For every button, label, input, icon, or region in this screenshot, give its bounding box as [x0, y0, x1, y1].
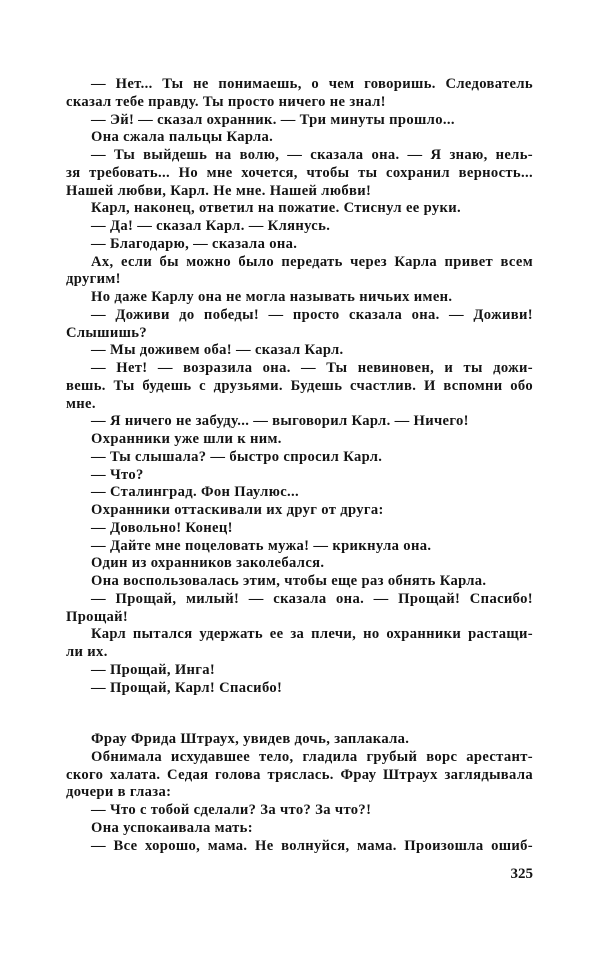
text-line: — Нет... Ты не понимаешь, о чем говоришь. Следователь — [91, 76, 533, 92]
text-section-2 — [66, 731, 533, 855]
text-line: — Прощай, Карл! Спасибо! — [91, 679, 283, 696]
text-line: — Что с тобой сделали? За что? За что?! — [91, 802, 372, 818]
text-line: сказал тебе правду. Ты просто ничего не знал! — [66, 93, 386, 110]
page-number: 325 — [510, 866, 533, 882]
text-line: Обнимала исхудавшее тело, гладила грубый ворс арестант- — [91, 748, 533, 765]
text-line: — Я ничего не забуду... — выговорил Карл. — Ничего! — [91, 413, 469, 430]
text-line: Карл пытался удержать ее за плечи, но охранники растащи- — [91, 626, 533, 643]
text-line: Охранники уже шли к ним. — [91, 431, 282, 447]
text-line: Она успокаивала мать: — [91, 819, 253, 836]
text-line: Она воспользовалась этим, чтобы еще раз обнять Карла. — [91, 573, 487, 589]
text-line: зя требовать... Но мне хочется, чтобы ты сохранил верность... — [66, 164, 533, 181]
text-line: Один из охранников заколебался. — [91, 555, 325, 572]
text-line: — Довольно! Конец! — [91, 519, 233, 536]
text-line: — Нет! — возразила она. — Ты невиновен, и ты дожи- — [91, 360, 533, 376]
text-line: Слышишь? — [66, 324, 147, 341]
text-line: Ах, если бы можно было передать через Карла привет всем — [91, 253, 533, 270]
text-line: — Ты выйдешь на волю, — сказала она. — Я знаю, нель- — [91, 147, 533, 163]
text-line: — Да! — сказал Карл. — Клянусь. — [91, 218, 331, 234]
text-line: — Прощай, милый! — сказала она. — Прощай! Спасибо! — [91, 590, 533, 607]
text-line: Карл, наконец, ответил на пожатие. Стиснул ее руки. — [91, 200, 462, 217]
text-line: Прощай! — [66, 608, 129, 625]
text-line: — Ты слышала? — быстро спросил Карл. — [91, 448, 383, 465]
text-line: Фрау Фрида Штраух, увидев дочь, заплакала. — [91, 731, 410, 747]
text-line: Охранники оттаскивали их друг от друга: — [91, 502, 384, 518]
text-line: — Благодарю, — сказала она. — [91, 235, 298, 252]
text-line: — Доживи до победы! — просто сказала она. — Доживи! — [91, 306, 533, 323]
text-line: Нашей любви, Карл. Не мне. Нашей любви! — [66, 182, 372, 199]
text-line: — Что? — [91, 466, 144, 483]
text-line: — Мы доживем оба! — сказал Карл. — [91, 342, 344, 359]
text-line: — Дайте мне поцеловать мужа! — крикнула она. — [91, 537, 432, 554]
text-line: мне. — [66, 395, 96, 412]
text-line: — Эй! — сказал охранник. — Три минуты прошло... — [91, 111, 455, 128]
text-line: Но даже Карлу она не могла называть ничьих имен. — [91, 289, 453, 305]
text-line: — Прощай, Инга! — [91, 661, 216, 678]
text-line: — Сталинград. Фон Паулюс... — [91, 484, 300, 501]
text-line: другим! — [66, 271, 121, 288]
text-line: вешь. Ты будешь с друзьями. Будешь счастлив. И вспомни обо — [66, 377, 533, 394]
text-line: ского халата. Седая голова тряслась. Фрау Штраух заглядывала — [66, 766, 533, 783]
text-section-1 — [66, 76, 533, 697]
text-line: ли их. — [66, 644, 108, 660]
text-line: дочери в глаза: — [66, 784, 172, 801]
text-line: — Все хорошо, мама. Не волнуйся, мама. Произошла ошиб- — [91, 837, 533, 854]
text-line: Она сжала пальцы Карла. — [91, 129, 274, 146]
